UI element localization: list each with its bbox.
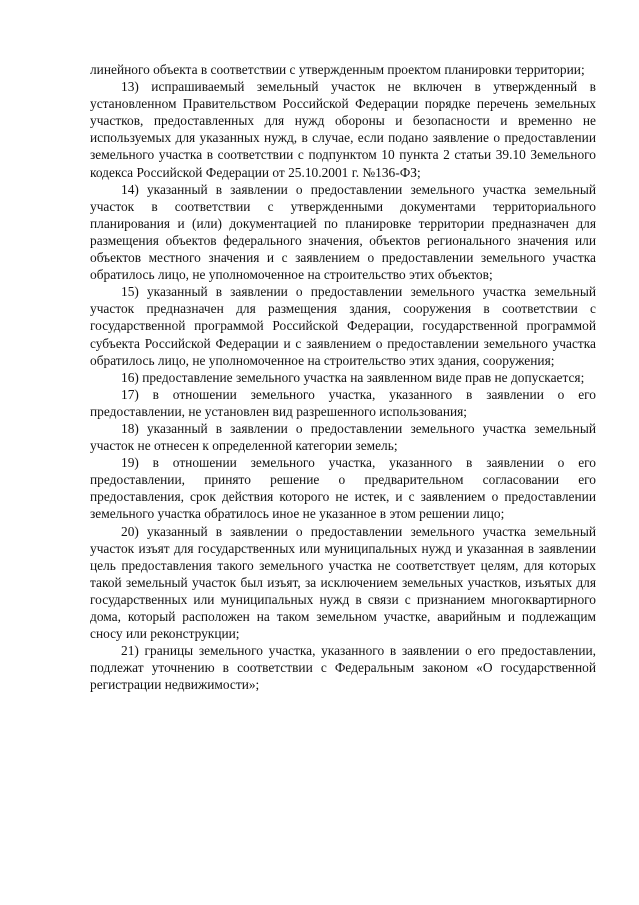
paragraph-item-13: 13) испрашиваемый земельный участок не включен в утвержденный в установленном Правительством Российской Федерации порядке перечень земельных участков, предоставленных для нужд обороны и безопасности и временно не используемых для указанных нужд, в случае, если подано заявление о предоставлении земельного участка в соответствии с подпунктом 10 пункта 2 статьи 39.10 Земельного кодекса Российской Федерации от 25.10.2001 г. №136-ФЗ; bbox=[90, 79, 596, 180]
paragraph-item-15: 15) указанный в заявлении о предоставлении земельного участка земельный участок предназначен для размещения здания, сооружения в соответствии с государственной программой Российской Федерации, государственной программой субъекта Российской Федерации и с заявлением о предоставлении земельного участка обратилось лицо, не уполномоченное на строительство этих здания, сооружения; bbox=[90, 284, 596, 368]
paragraph-item-14: 14) указанный в заявлении о предоставлении земельного участка земельный участок в соответствии с утвержденными документами территориального планирования и (или) документацией по планировке территории предназначен для размещения объектов федерального значения, объектов регионального значения или объектов местного значения и с заявлением о предоставлении земельного участка обратилось лицо, не уполномоченное на строительство этих объектов; bbox=[90, 181, 596, 283]
paragraph-item-20: 20) указанный в заявлении о предоставлении земельного участка земельный участок изъят для государственных или муниципальных нужд и указанная в заявлении цель предоставления такого земельного участка не соответствует целям, для которых такой земельный участок был изъят, за исключением земельных участков, изъятых для государственных или муниципальных нужд в связи с признанием многоквартирного дома, который расположен на таком земельном участке, аварийным и подлежащим сносу или реконструкции; bbox=[90, 523, 596, 642]
paragraph-item-19: 19) в отношении земельного участка, указанного в заявлении о его предоставлении, принято решение о предварительном согласовании его предоставления, срок действия которого не истек, и с заявлением о предоставлении земельного участка обратилось иное не указанное в этом решении лицо; bbox=[90, 455, 596, 522]
document-page bbox=[90, 61, 596, 693]
paragraph-item-17: 17) в отношении земельного участка, указанного в заявлении о его предоставлении, не установлен вид разрешенного использования; bbox=[90, 386, 596, 419]
paragraph-item-18: 18) указанный в заявлении о предоставлении земельного участка земельный участок не отнесен к определенной категории земель; bbox=[90, 420, 596, 454]
paragraph-item-16: 16) предоставление земельного участка на заявленном виде прав не допускается; bbox=[121, 369, 585, 385]
paragraph-item-21: 21) границы земельного участка, указанного в заявлении о его предоставлении, подлежат уточнению в соответствии с Федеральным законом «О государственной регистрации недвижимости»; bbox=[90, 643, 596, 693]
paragraph-continuation: линейного объекта в соответствии с утвержденным проектом планировки территории; bbox=[90, 62, 585, 77]
